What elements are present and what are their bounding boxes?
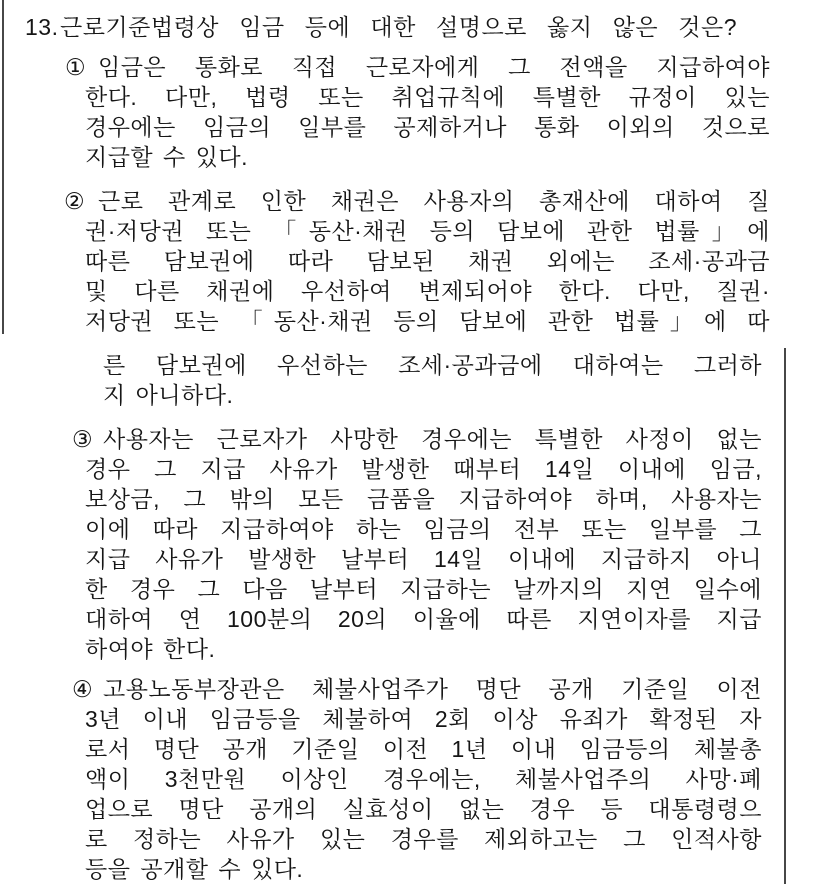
option-4-line: 등을 공개할 수 있다. <box>85 856 304 882</box>
option-1-marker: ① <box>65 54 86 80</box>
option-4-line: 고용노동부장관은 체불사업주가 명단 공개 기준일 이전 <box>103 676 762 702</box>
option-3-line: 한 경우 그 다음 날부터 지급하는 날까지의 지연 일수에 <box>85 576 762 602</box>
question-number: 13. <box>25 14 59 40</box>
option-3-line: 하여야 한다. <box>85 636 216 662</box>
option-2-line: 근로 관계로 인한 채권은 사용자의 총재산에 대하여 질 <box>98 188 770 214</box>
option-2-line: 른 담보권에 우선하는 조세·공과금에 대하여는 그러하 <box>103 352 762 378</box>
option-2-line: 및 다른 채권에 우선하여 변제되어야 한다. 다만, 질권· <box>85 278 770 304</box>
option-2-line: 저당권 또는 「동산·채권 등의 담보에 관한 법률」에 따 <box>85 308 770 334</box>
option-1-line: 한다. 다만, 법령 또는 취업규칙에 특별한 규정이 있는 <box>85 84 770 110</box>
option-2-line: 지 아니하다. <box>103 382 234 408</box>
option-2-line: 권·저당권 또는 「동산·채권 등의 담보에 관한 법률」에 <box>85 218 770 244</box>
option-4-line: 3년 이내 임금등을 체불하여 2회 이상 유죄가 확정된 자 <box>85 706 762 732</box>
option-4-line: 액이 3천만원 이상인 경우에는, 체불사업주의 사망·폐 <box>85 766 762 792</box>
option-2-marker: ② <box>64 188 85 214</box>
option-3-line: 지급 사유가 발생한 날부터 14일 이내에 지급하지 아니 <box>85 546 762 572</box>
option-3-line: 대하여 연 100분의 20의 이율에 따른 지연이자를 지급 <box>85 606 762 632</box>
option-1-line: 경우에는 임금의 일부를 공제하거나 통화 이외의 것으로 <box>85 114 770 140</box>
option-3-line: 경우 그 지급 사유가 발생한 때부터 14일 이내에 임금, <box>85 456 762 482</box>
option-3-line: 사용자는 근로자가 사망한 경우에는 특별한 사정이 없는 <box>103 426 762 452</box>
option-1-line: 임금은 통화로 직접 근로자에게 그 전액을 지급하여야 <box>98 54 770 80</box>
option-4-line: 업으로 명단 공개의 실효성이 없는 경우 등 대통령령으 <box>85 796 762 822</box>
option-3-marker: ③ <box>72 426 93 452</box>
column-divider-left <box>2 0 4 334</box>
option-4-line: 로 정하는 사유가 있는 경우를 제외하고는 그 인적사항 <box>85 826 762 852</box>
option-3-line: 이에 따라 지급하여야 하는 임금의 전부 또는 일부를 그 <box>85 516 762 542</box>
option-3-line: 보상금, 그 밖의 모든 금품을 지급하여야 하며, 사용자는 <box>85 486 762 512</box>
column-divider-right <box>784 348 786 884</box>
option-2-line: 따른 담보권에 따라 담보된 채권 외에는 조세·공과금 <box>85 248 770 274</box>
option-1-line: 지급할 수 있다. <box>85 144 248 170</box>
option-4-marker: ④ <box>72 676 93 702</box>
question-title: 근로기준법령상 임금 등에 대한 설명으로 옳지 않은 것은? <box>60 14 737 40</box>
option-4-line: 로서 명단 공개 기준일 이전 1년 이내 임금등의 체불총 <box>85 736 762 762</box>
